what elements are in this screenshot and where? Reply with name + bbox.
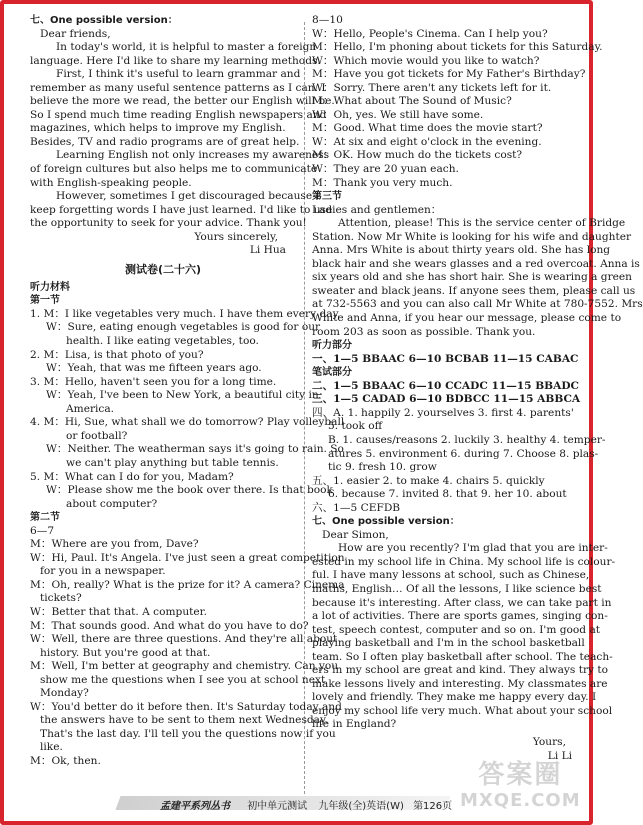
dialog-line: W：They are 20 yuan each. <box>312 163 459 176</box>
letter-greeting: Dear Simon, <box>322 528 389 541</box>
letter-line: believe the more we read, the better our English will be. <box>30 95 335 108</box>
dialog-line: M：That sounds good. And what do you have to do? <box>30 619 309 632</box>
announcement-line: black hair and she wears glasses and a red overcoat. Anna is <box>312 257 640 270</box>
dialog-line: Monday? <box>40 687 89 700</box>
answer-line: 六、1—5 CEFDB <box>312 501 401 514</box>
watermark-logo <box>460 762 581 814</box>
section-2-heading: 第二节 <box>30 512 60 524</box>
dialog-line: M：OK. How much do the tickets cost? <box>312 149 523 162</box>
announcement-line: White and Anna, if you hear our message, please come to <box>312 312 622 325</box>
dialog-line: 4. M：Hi, Sue, what shall we do tomorrow? Play volleyball <box>30 416 345 429</box>
letter-line: remember as many useful sentence patterns as I can. I <box>30 81 326 94</box>
dialog-line: M：Well, I'm better at geography and chemistry. Can you <box>30 660 339 673</box>
announcement-line: at 732-5563 and you can also call Mr White at 780-7552. Mrs <box>312 298 643 311</box>
letter-line: enjoy my school life very much. What about your school <box>312 704 613 717</box>
letter-greeting: Dear friends, <box>40 27 111 40</box>
dialog-line: M：Thank you very much. <box>312 176 453 189</box>
section-2-dialog-2 <box>312 27 603 191</box>
book-name: 初中单元测试 <box>247 801 308 812</box>
series-name: 孟建平系列丛书 <box>160 801 230 812</box>
dialog-line: W：Please show me the book over there. Is that book <box>46 484 333 497</box>
letter-line: keep forgetting words I have just learned. I'd like to use <box>30 203 333 216</box>
letter-line: language. Here I'd like to share my learning methods. <box>30 54 321 67</box>
letter-closing: Yours sincerely, <box>194 230 278 243</box>
dialog-line: health. I like eating vegetables, too. <box>66 335 259 348</box>
dialog-line: or football? <box>66 429 128 442</box>
letter-line: In today's world, it is helpful to master a foreign <box>56 41 317 54</box>
letter-signature: Li Li <box>547 749 572 762</box>
answer-line: atures 5. environment 6. during 7. Choose 8. plas- <box>328 447 599 460</box>
question-range: 6—7 <box>30 524 55 537</box>
dialog-line: 2. M：Lisa, is that photo of you? <box>30 348 204 361</box>
dialog-line: America. <box>66 402 115 415</box>
dialog-line: W：Neither. The weatherman says it's going to rain. So <box>46 443 344 456</box>
dialog-line: 1. M：I like vegetables very much. I have them every day. <box>30 307 341 320</box>
letter-line: ested in my school life in China. My school life is colour- <box>312 555 616 568</box>
announcement-line: six years old and she has short hair. She is wearing a green <box>312 271 633 284</box>
announcement-body <box>312 217 643 339</box>
letter-line: the opportunity to seek for your advice. Thank you! <box>30 217 307 230</box>
section-1-heading: 第一节 <box>30 295 60 307</box>
answer-7-heading: 七、One possible version： <box>312 516 460 528</box>
dialog-line: W：Oh, yes. We still have some. <box>312 108 484 121</box>
letter-line: team. So I often play basketball after school. The teach- <box>312 650 613 663</box>
answer-line: tic 9. fresh 10. grow <box>328 461 437 474</box>
grade-subject: 九年级(全)英语(W) <box>318 801 404 812</box>
letter-line: a lot of activities. There are sports games, singing con- <box>312 610 608 623</box>
answer-line: 三、1—5 CADAD 6—10 BDBCC 11—15 ABBCA <box>312 393 581 406</box>
section-3-heading: 第三节 <box>312 191 342 203</box>
announcement-greeting: Ladies and gentlemen： <box>312 203 442 216</box>
dialog-line: 3. M：Hello, haven't seen you for a long time. <box>30 375 277 388</box>
written-part-heading: 笔试部分 <box>312 367 352 379</box>
dialog-line: tickets? <box>40 592 82 605</box>
dialog-line: history. But you're good at that. <box>40 646 211 659</box>
dialog-line: M：What about The Sound of Music? <box>312 95 512 108</box>
letter-line: So I spend much time reading English newspapers and <box>30 108 327 121</box>
dialog-line: W：Yeah, I've been to New York, a beautiful city in <box>46 389 319 402</box>
answer-line: 一、1—5 BBAAC 6—10 BCBAB 11—15 CABAC <box>312 352 579 365</box>
letter-line: life in England? <box>312 718 397 731</box>
answer-line: 5. took off <box>328 420 383 433</box>
letter-line: make lessons lively and interesting. My classmates are <box>312 677 608 690</box>
letter-line: maths, English… Of all the lessons, I like science best <box>312 582 602 595</box>
letter-line: test, speech contest, computer and so on. I'm good at <box>312 623 601 636</box>
dialog-line: we can't play anything but table tennis. <box>66 456 279 469</box>
dialog-line: show me the questions when I see you at school next <box>40 673 326 686</box>
letter-line: of foreign cultures but also helps me to communicate <box>30 163 318 176</box>
letter-line: lovely and friendly. They make me happy every day. I <box>312 691 597 704</box>
dialog-line: W：Well, there are three questions. And they're all about <box>30 633 338 646</box>
announcement-line: room 203 as soon as possible. Thank you. <box>312 325 536 338</box>
dialog-line: M：Ok, then. <box>30 754 101 767</box>
dialog-line: W：Sorry. There aren't any tickets left for it. <box>312 81 552 94</box>
announcement-line: sweater and black jeans. If anyone sees them, please call us <box>312 284 636 297</box>
letter-line: Learning English not only increases my awareness <box>56 149 330 162</box>
page-number: 第126页 <box>413 801 453 812</box>
dialog-line: W：Hello, People's Cinema. Can I help you? <box>312 27 548 40</box>
answer-line: 6. because 7. invited 8. that 9. her 10. about <box>328 488 567 501</box>
test-title: 测试卷(二十六) <box>124 262 202 276</box>
letter-line: Besides, TV and radio programs are of great help. <box>30 135 300 148</box>
letter-line: playing basketball and I'm in the school basketball <box>312 637 585 650</box>
footer-text <box>160 797 452 812</box>
letter-2-body <box>312 542 616 732</box>
letter-heading: 七、One possible version： <box>30 15 178 26</box>
letter-line: ers in my school are great and kind. They always try to <box>312 664 609 677</box>
dialog-line: like. <box>40 741 63 754</box>
letter-line: First, I think it's useful to learn grammar and <box>56 68 301 81</box>
letter-line: How are you recently? I'm glad that you are inter- <box>338 542 608 555</box>
dialog-line: W：Sure, eating enough vegetables is good for our <box>46 321 321 334</box>
letter-line: with English-speaking people. <box>30 176 192 189</box>
announcement-line: Anna. Mrs White is about thirty years old. She has long <box>312 244 611 257</box>
letter-line: However, sometimes I get discouraged because I <box>56 190 320 203</box>
dialog-line: about computer? <box>66 497 158 510</box>
dialog-line: M：Hello, I'm phoning about tickets for this Saturday. <box>312 41 603 54</box>
listening-part-heading: 听力部分 <box>312 340 352 352</box>
dialog-line: M：Good. What time does the movie start? <box>312 122 543 135</box>
dialog-line: M：Have you got tickets for My Father's Birthday? <box>312 68 586 81</box>
dialog-line: M：Where are you from, Dave? <box>30 538 199 551</box>
watermark-url: MXQE.COM <box>460 790 581 811</box>
dialog-line: W：Hi, Paul. It's Angela. I've just seen a great competition <box>30 551 345 564</box>
dialog-line: for you in a newspaper. <box>40 565 166 578</box>
right-column <box>312 14 643 763</box>
dialog-line: W：Better that that. A computer. <box>30 605 207 618</box>
letter-line: because it's interesting. After class, we can take part in <box>312 596 612 609</box>
answer-line: 四、A. 1. happily 2. yourselves 3. first 4. parents' <box>312 406 574 419</box>
dialog-line: W：Which movie would you like to watch? <box>312 54 540 67</box>
question-range: 8—10 <box>312 14 343 26</box>
watermark-cn: 答案圈 <box>478 760 563 790</box>
letter-closing: Yours, <box>532 735 566 748</box>
section-2-dialog <box>30 538 345 768</box>
dialog-line: That's the last day. I'll tell you the questions now if you <box>40 727 336 740</box>
dialog-line: 5. M：What can I do for you, Madam? <box>30 470 234 483</box>
announcement-line: Station. Now Mr White is looking for his wife and daughter <box>312 230 632 243</box>
answer-line: 五、1. easier 2. to make 4. chairs 5. quickly <box>312 474 545 487</box>
letter-line: magazines, which helps to improve my English. <box>30 122 286 135</box>
dialog-line: M：Oh, really? What is the prize for it? A camera? Cinema <box>30 578 345 591</box>
dialog-line: W：At six and eight o'clock in the evening. <box>312 135 542 148</box>
listening-material-heading: 听力材料 <box>30 281 70 293</box>
letter-signature: Li Hua <box>249 244 286 257</box>
announcement-line: Attention, please! This is the service center of Bridge <box>338 217 626 230</box>
answer-line: 二、1—5 BBAAC 6—10 CCADC 11—15 BBADC <box>312 379 579 392</box>
dialog-line: W：Yeah, that was me fifteen years ago. <box>46 362 262 375</box>
letter-line: ful. I have many lessons at school, such as Chinese, <box>312 569 590 582</box>
answer-line: B. 1. causes/reasons 2. luckily 3. healthy 4. temper- <box>328 433 606 446</box>
dialog-line: the answers have to be sent to them next Wednesday. <box>40 714 328 727</box>
dialog-line: W：You'd better do it before then. It's Saturday today and <box>30 700 342 713</box>
